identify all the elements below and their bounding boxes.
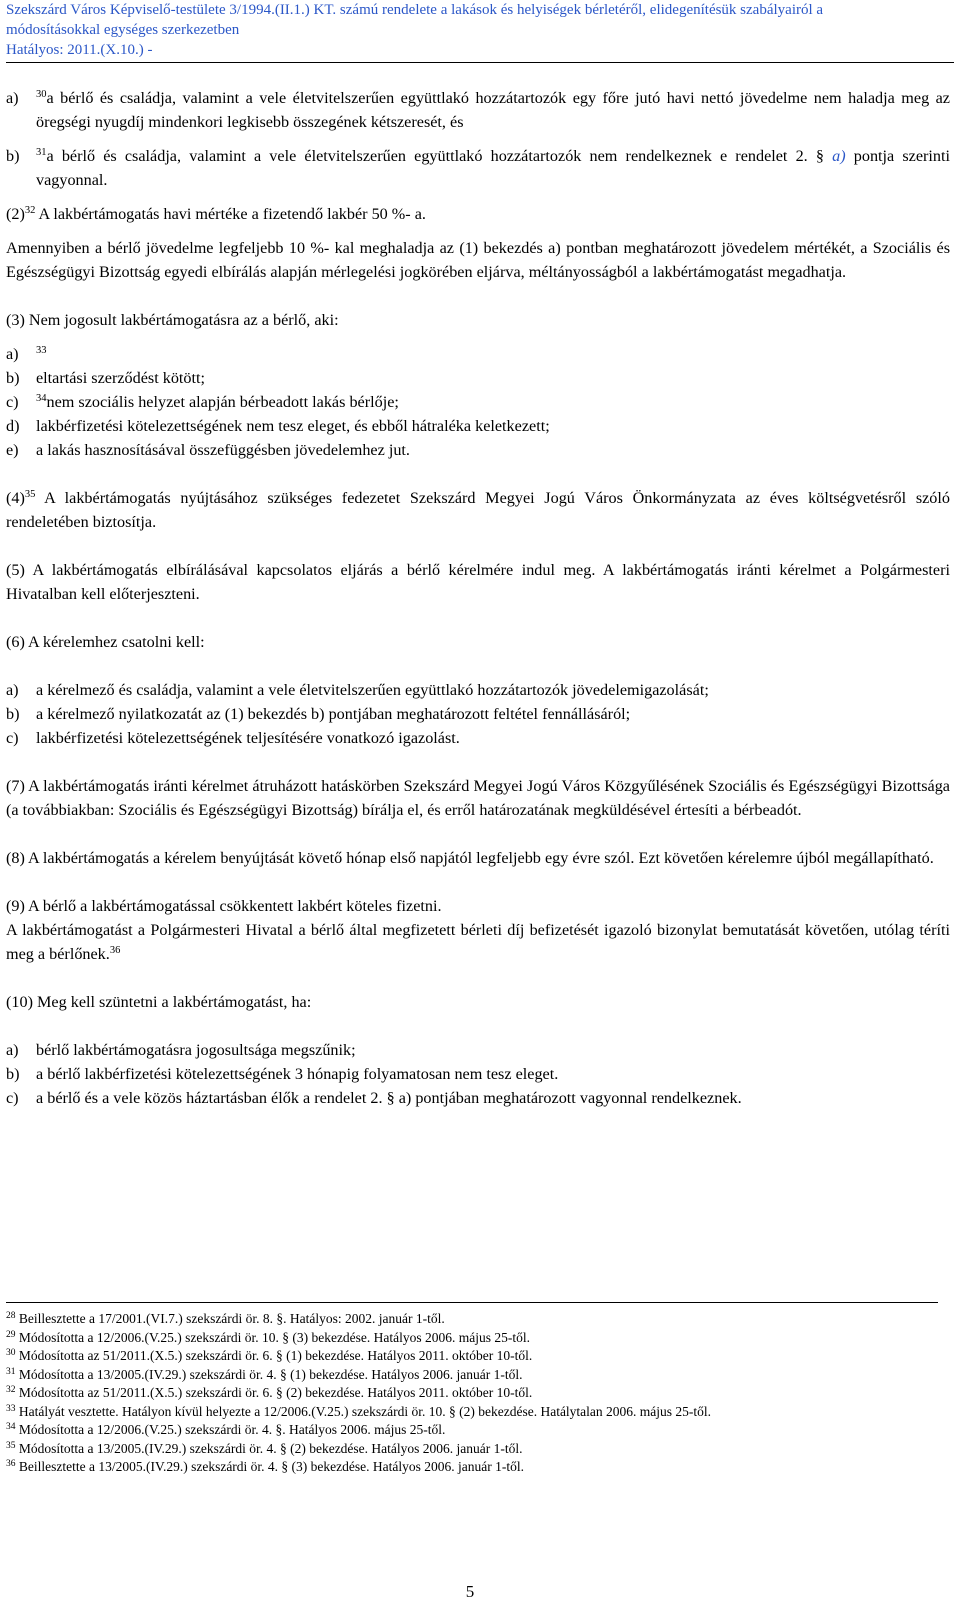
paragraph-10-intro: (10) Meg kell szüntetni a lakbértámogatást, ha: xyxy=(6,993,312,1011)
footnote xyxy=(6,1458,946,1477)
list-marker: c) xyxy=(6,729,19,747)
list-marker: b) xyxy=(6,705,20,723)
paragraph-amennyiben: Amennyiben a bérlő jövedelme legfeljebb 10 %- kal meghaladja az (1) bekezdés a) pontban meghatározott jövedelem mértékét, a Szociális és Egészségügyi Bizottság egyedi elbírálás alapján mérlegelési jogkörében eljárva, méltányosságból a lakbértámogatást megadhatja. xyxy=(6,239,950,281)
header-subtitle-line: módosításokkal egységes szerkezetben xyxy=(6,22,240,38)
footnote-text: Módosította a 12/2006.(V.25.) szekszárdi ör. 10. § (3) bekezdése. Hatályos 2006. május 25-től. xyxy=(18,1329,531,1345)
list-marker: d) xyxy=(6,417,20,435)
list-marker: a) xyxy=(6,681,19,699)
paragraph-6-intro: (6) A kérelemhez csatolni kell: xyxy=(6,633,205,651)
list-item-content: a bérlő és a vele közös háztartásban élők a rendelet 2. § a) pontjában meghatározott vagyonnal rendelkeznek. xyxy=(36,1089,742,1107)
list-marker: a) xyxy=(6,345,19,363)
list-item xyxy=(6,726,950,750)
list-item xyxy=(6,702,950,726)
footnote xyxy=(6,1421,946,1440)
list-item-content: a bérlő lakbérfizetési kötelezettségének 3 hónapig folyamatosan nem tesz eleget. xyxy=(36,1065,559,1083)
header-effective-date: Hatályos: 2011.(X.10.) - xyxy=(6,42,153,58)
footnote-text: Beillesztette a 17/2001.(VI.7.) szekszárdi ör. 8. §. Hatályos: 2002. január 1-től. xyxy=(18,1311,445,1326)
footnote-ref: 35 xyxy=(24,489,36,500)
document-header xyxy=(6,0,954,63)
point-a xyxy=(6,86,950,134)
point-b xyxy=(6,144,950,192)
footnote-ref: 36 xyxy=(109,945,121,956)
footnote-number: 35 xyxy=(6,1440,16,1451)
list-item-content: eltartási szerződést kötött; xyxy=(36,369,206,387)
list-item-text xyxy=(36,366,950,390)
list-item xyxy=(6,414,950,438)
list-marker: b) xyxy=(6,1065,20,1083)
paragraph-10-list xyxy=(6,1038,950,1110)
footnote xyxy=(6,1366,946,1385)
header-title-line: Szekszárd Város Képviselő-testülete 3/1994.(II.1.) KT. számú rendelete a lakások és helyiségek bérletéről, elidegenítésük szabályairól a xyxy=(6,2,824,18)
footnote xyxy=(6,1347,946,1366)
footnote-ref: 34 xyxy=(36,393,47,404)
document-body xyxy=(6,86,950,1110)
point-b-text-end: pontja szerinti vagyonnal. xyxy=(36,147,951,189)
footnote xyxy=(6,1440,946,1459)
paragraph-6-list xyxy=(6,678,950,750)
list-item xyxy=(6,678,950,702)
footnote xyxy=(6,1384,946,1403)
footnote-divider xyxy=(6,1302,938,1303)
footnote-number: 31 xyxy=(6,1366,16,1377)
list-item xyxy=(6,366,950,390)
list-marker: e) xyxy=(6,441,19,459)
list-item xyxy=(6,1062,950,1086)
point-b-text: a bérlő és családja, valamint a vele életvitelszerűen együttlakó hozzátartozók nem rendelkeznek e rendelet 2. § xyxy=(46,147,824,165)
point-b-italic: a) xyxy=(832,147,846,165)
list-marker: a) xyxy=(6,89,19,107)
list-marker: a) xyxy=(6,1041,19,1059)
list-item-text xyxy=(36,702,950,726)
list-item-content: a lakás hasznosításával összefüggésben jövedelemhez jut. xyxy=(36,441,410,459)
list-item-content: a kérelmező és családja, valamint a vele életvitelszerűen együttlakó hozzátartozók jövedelemigazolását; xyxy=(36,681,709,699)
footnote-number: 28 xyxy=(6,1311,16,1321)
footnote xyxy=(6,1403,946,1422)
list-item-text xyxy=(36,390,950,414)
footnote-text: Módosította a 13/2005.(IV.29.) szekszárdi ör. 4. § (2) bekezdése. Hatályos 2006. január 1-től. xyxy=(18,1440,523,1456)
footnote-number: 29 xyxy=(6,1329,16,1340)
list-item xyxy=(6,342,950,366)
footnote-text: Módosította az 51/2011.(X.5.) szekszárdi ör. 6. § (2) bekezdése. Hatályos 2011. október 10-től. xyxy=(18,1385,533,1400)
list-marker: b) xyxy=(6,369,20,387)
list-item xyxy=(6,390,950,414)
list-marker: c) xyxy=(6,1089,19,1107)
list-item-content: bérlő lakbértámogatásra jogosultsága megszűnik; xyxy=(36,1041,356,1059)
footnote-text: Módosította a 12/2006.(V.25.) szekszárdi ör. 4. §. Hatályos 2006. május 25-től. xyxy=(18,1422,446,1437)
list-item-text xyxy=(36,1062,950,1086)
footnote-ref: 33 xyxy=(36,345,47,356)
footnote-ref: 30 xyxy=(36,89,47,100)
list-item-content: a kérelmező nyilatkozatát az (1) bekezdés b) pontjában meghatározott feltétel fennállásáról; xyxy=(36,705,631,723)
list-item-text xyxy=(36,438,950,462)
list-item-text xyxy=(36,414,950,438)
footnote-text: Módosította az 51/2011.(X.5.) szekszárdi ör. 6. § (1) bekezdése. Hatályos 2011. október 10-től. xyxy=(18,1348,533,1363)
paragraph-5: (5) A lakbértámogatás elbírálásával kapcsolatos eljárás a bérlő kérelmére indul meg. A lakbértámogatás iránti kérelmet a Polgármesteri Hivatalban kell előterjeszteni. xyxy=(6,561,950,603)
footnote-ref: 31 xyxy=(36,147,47,158)
footnote xyxy=(6,1329,946,1348)
footnote-ref: 32 xyxy=(24,205,36,216)
footnote-number: 34 xyxy=(6,1422,16,1432)
footnote xyxy=(6,1310,946,1329)
list-item-content: lakbérfizetési kötelezettségének nem tesz eleget, és ebből hátraléka keletkezett; xyxy=(36,417,550,435)
list-item-text xyxy=(36,342,950,366)
footnote-number: 32 xyxy=(6,1385,16,1395)
paragraph-3-intro: (3) Nem jogosult lakbértámogatásra az a bérlő, aki: xyxy=(6,311,339,329)
paragraph-4: $(4)^{35}$ A lakbértámogatás nyújtásához szükséges fedezetet Szekszárd Megyei Jogú Város Önkormányzata az éves költségvetésről szóló rendeletében biztosítja. xyxy=(6,489,950,531)
list-item-text xyxy=(36,1038,950,1062)
list-item xyxy=(6,1086,950,1110)
footnotes xyxy=(6,1310,946,1477)
paragraph-8: (8) A lakbértámogatás a kérelem benyújtását követő hónap első napjától legfeljebb egy évre szól. Ezt követően kérelemre újból megállapítható. xyxy=(6,849,934,867)
list-item-text xyxy=(36,726,950,750)
list-item-text xyxy=(36,678,950,702)
list-marker: c) xyxy=(6,393,19,411)
footnote-text: Beillesztette a 13/2005.(IV.29.) szekszárdi ör. 4. § (3) bekezdése. Hatályos 2006. január 1-től. xyxy=(18,1459,524,1474)
list-item xyxy=(6,438,950,462)
list-item-text xyxy=(36,1086,950,1110)
list-item xyxy=(6,1038,950,1062)
footnote-text: Hatályát vesztette. Hatályon kívül helyezte a 12/2006.(V.25.) szekszárdi ör. 10. § (2) bekezdése. Hatálytalan 2006. május 25-től. xyxy=(18,1403,712,1419)
footnote-number: 30 xyxy=(6,1348,16,1358)
list-item-content: nem szociális helyzet alapján bérbeadott lakás bérlője; xyxy=(46,393,399,411)
list-marker: b) xyxy=(6,147,20,165)
footnote-number: 33 xyxy=(6,1403,16,1414)
footnote-number: 36 xyxy=(6,1459,16,1469)
paragraph-7: (7) A lakbértámogatás iránti kérelmet átruházott hatáskörben Szekszárd Megyei Jogú Város Közgyűlésének Szociális és Egészségügyi Bizottsága (a továbbiakban: Szociális és Egészségügyi Bizottság) bírálja el, és erről határozatának megküldésével értesíti a bérbeadót. xyxy=(6,777,950,819)
paragraph-9-line2: A lakbértámogatást a Polgármesteri Hivatal a bérlő által megfizetett bérleti díj befizetését igazoló bizonylat bemutatását követően, utólag téríti meg a bérlőnek.$^{36}$ xyxy=(6,921,950,963)
point-a-text: a bérlő és családja, valamint a vele életvitelszerűen együttlakó hozzátartozók egy főre jutó havi nettó jövedelme nem haladja meg az öregségi nyugdíj mindenkori legkisebb összegének kétszeresét, és xyxy=(36,89,950,131)
list-item-content: lakbérfizetési kötelezettségének teljesítésére vonatkozó igazolást. xyxy=(36,729,460,747)
paragraph-9-line1: (9) A bérlő a lakbértámogatással csökkentett lakbért köteles fizetni. xyxy=(6,897,442,915)
footnote-text: Módosította a 13/2005.(IV.29.) szekszárdi ör. 4. § (1) bekezdése. Hatályos 2006. január 1-től. xyxy=(18,1366,523,1382)
paragraph-2: $(2)^{32}$ A lakbértámogatás havi mértéke a fizetendő lakbér 50 %- a. xyxy=(6,205,426,223)
paragraph-3-list xyxy=(6,342,950,462)
page-number: 5 xyxy=(465,1582,475,1601)
